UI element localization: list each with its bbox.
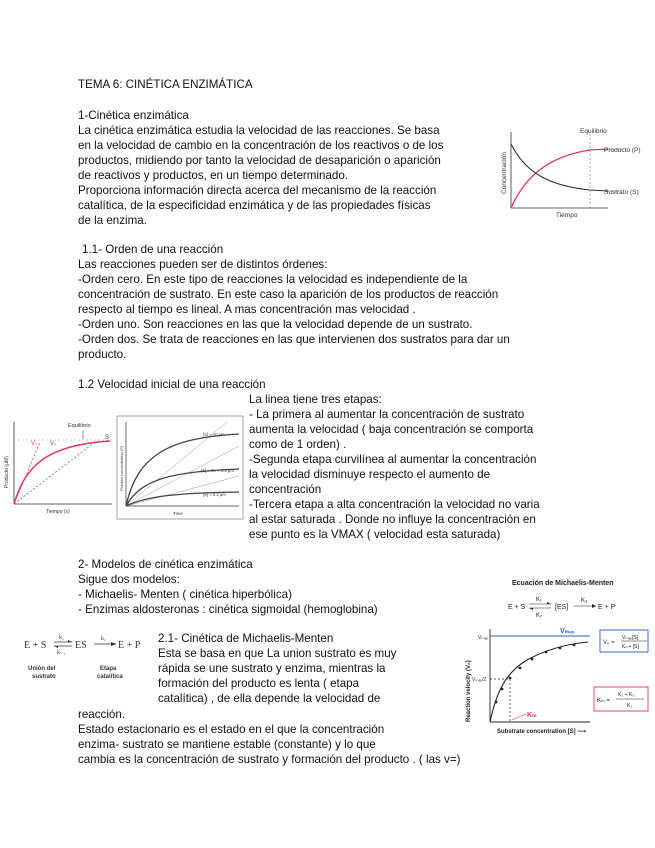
text-line: -Orden cero. En este tipo de reacciones la velocidad es independiente de la	[78, 273, 468, 286]
union-label-2: sustrato	[32, 674, 56, 680]
concentration-time-figure	[496, 124, 646, 224]
text-line: catalítica) , de ella depende la velocidad de	[158, 692, 381, 705]
catalytic-label: Etapa	[100, 666, 117, 672]
c3-label: [S] = 0.2 µm	[203, 492, 226, 497]
km-numerator: K₂ + K₃	[618, 692, 635, 698]
mm-k2: K₂	[536, 613, 543, 619]
text-line: catalítica, de la especificidad enzimática y de las propiedades físicas	[78, 199, 431, 212]
text-line: Sigue dos modelos:	[78, 573, 180, 586]
equilibrium-label: Equilibrio	[68, 423, 91, 429]
text-line: de reactivos y productos, en un tiempo determinado.	[78, 169, 349, 182]
x-axis-label: Tiempo (s)	[46, 509, 70, 515]
section-2-1-heading: 2.1- Cinética de Michaelis-Menten	[158, 632, 334, 645]
scheme-left: E + S	[24, 640, 47, 651]
product-label: Producto (P)	[604, 147, 641, 154]
text-line: al estar saturada . Donde no influye la concentración en	[249, 513, 536, 526]
vmax-half-label: Vₘₐₓ/2	[472, 677, 487, 683]
text-line: de la enzima.	[78, 214, 147, 227]
reaction-scheme	[22, 632, 152, 687]
v0-denominator: Kₘ+ [S]	[622, 644, 639, 650]
union-label: Unión del	[28, 666, 56, 672]
section-1-text	[78, 123, 443, 228]
c2-label: [S] = Kₘ = 0.5 µm	[201, 468, 234, 473]
text-line: productos, midiendo por tanto la velocidad de desaparición o aparición	[78, 154, 441, 167]
scheme-k-1: k₋₁	[57, 650, 66, 656]
product-time-figure	[0, 412, 118, 520]
section-1-heading: 1-Cinética enzimática	[78, 109, 189, 122]
vmax-axis-label: Vₘₐₓ	[478, 635, 488, 641]
text-line: -Orden uno. Son reacciones en las que la velocidad depende de un sustrato.	[78, 318, 473, 331]
v1-label: V₁	[31, 441, 38, 447]
km-lhs: Kₘ =	[597, 698, 610, 704]
text-line: -Segunda etapa curvilínea al aumentar la concentración	[249, 453, 537, 466]
mm-k3: K₃	[581, 598, 588, 604]
text-line: La linea tiene tres etapas:	[249, 393, 382, 406]
mm-x-axis-label: Substrate concentration [S] ⟶	[497, 729, 586, 735]
text-line: enzima- sustrato se mantiene estable (constante) y lo que	[78, 738, 376, 751]
mm-y-axis-label: Reaction velocity (V₀)	[466, 660, 472, 722]
scheme-right: E + P	[118, 640, 141, 651]
text-line: Estado estacionario es el estado en el que la concentración	[78, 723, 385, 736]
v0-numerator: Vₘₐₓ[S]	[622, 635, 639, 641]
mm-eq-right: E + P	[598, 604, 616, 611]
section-1-2-text	[249, 392, 540, 542]
text-line: Proporciona información directa acerca del mecanismo de la reacción	[78, 184, 437, 197]
michaelis-menten-figure	[452, 574, 652, 742]
text-line: - La primera al aumentar la concentración de sustrato	[249, 408, 525, 421]
section-2-1-text-continued	[78, 707, 460, 767]
text-line: la velocidad disminuye respecto el aumento de	[249, 468, 491, 481]
section-2-text	[78, 572, 378, 617]
scheme-k2: k₂	[101, 636, 107, 642]
page-title: TEMA 6: CINÉTICA ENZIMÁTICA	[78, 78, 253, 91]
text-line: concentración	[249, 483, 322, 496]
text-line: producto.	[78, 348, 127, 361]
s-label: S	[105, 435, 110, 441]
v0-lhs: V₀ =	[603, 640, 615, 646]
scheme-k1: k₁	[59, 635, 65, 641]
y-axis-label: Concentración	[501, 152, 508, 194]
text-line: Esta se basa en que La union sustrato es muy	[158, 647, 397, 660]
mm-k1: K₁	[536, 597, 543, 603]
c1-label: [S] = 10 µm	[203, 432, 225, 437]
text-line: -Orden dos. Se trata de reacciones en las que intervienen dos sustratos para dar un	[78, 333, 510, 346]
text-line: cambia es la concentración de sustrato y formación del producto . ( las v=)	[78, 753, 461, 766]
substrate-label: Sustrato (S)	[604, 189, 639, 196]
product-concentration-figure	[117, 416, 244, 520]
text-line: como de 1 orden) .	[249, 438, 347, 451]
text-line: respecto al tiempo es lineal. A mas concentración mas velocidad .	[78, 303, 416, 316]
text-line: Las reacciones pueden ser de distintos órdenes:	[78, 258, 328, 271]
x-axis-label: Time	[173, 511, 183, 516]
text-line: ese punto es la VMAX ( velocidad esta saturada)	[249, 528, 501, 541]
text-line: La cinética enzimática estudia la velocidad de las reacciones. Se basa	[78, 124, 440, 137]
section-2-heading: 2- Modelos de cinética enzimática	[78, 558, 253, 571]
scheme-es: ES	[75, 640, 87, 651]
mm-curve	[490, 642, 588, 722]
y-axis-label: Product concentration (P)	[119, 445, 124, 491]
text-line: - Michaelis- Menten ( cinética hiperbólica)	[78, 588, 292, 601]
text-line: - Enzimas aldosteronas : cinética sigmoidal (hemoglobina)	[78, 603, 378, 616]
v2-label: V₁	[50, 441, 57, 447]
y-axis-label: Producto (µM)	[4, 456, 10, 488]
text-line: concentración de sustrato. En este caso la aparición de los productos de reacción	[78, 288, 499, 301]
text-line: reacción.	[78, 708, 126, 721]
x-axis-label: Tiempo	[556, 212, 578, 219]
section-1-2-heading: 1.2 Velocidad inicial de una reacción	[78, 378, 266, 391]
text-line: rápida se une sustrato y enzima, mientras la	[158, 662, 386, 675]
section-1-1-heading: 1.1- Orden de una reacción	[82, 243, 224, 256]
mm-title: Ecuación de Michaelis-Menten	[512, 580, 614, 587]
km-label: Kₘ	[527, 712, 537, 719]
text-line: en la velocidad de cambio en la concentración de los reactivos o de los	[78, 139, 444, 152]
mm-eq-left: E + S	[508, 604, 526, 611]
catalytic-label-2: catalítica	[97, 674, 123, 680]
mm-eq-es: [ES]	[555, 604, 569, 611]
text-line: -Tercera etapa a alta concentración la velocidad no varia	[249, 498, 540, 511]
equilibrium-label: Equilibrio	[580, 128, 607, 135]
km-denominator: K₁	[627, 703, 633, 709]
section-1-1-text	[78, 257, 510, 362]
text-line: aumenta la velocidad ( baja concentración se comporta	[249, 423, 534, 436]
vmax-label: Vₘₐₓ	[560, 628, 575, 635]
product-curve	[511, 149, 608, 208]
product-curve	[14, 441, 110, 504]
text-line: formación del producto es lenta ( etapa	[158, 677, 360, 690]
section-2-1-text	[158, 646, 396, 706]
